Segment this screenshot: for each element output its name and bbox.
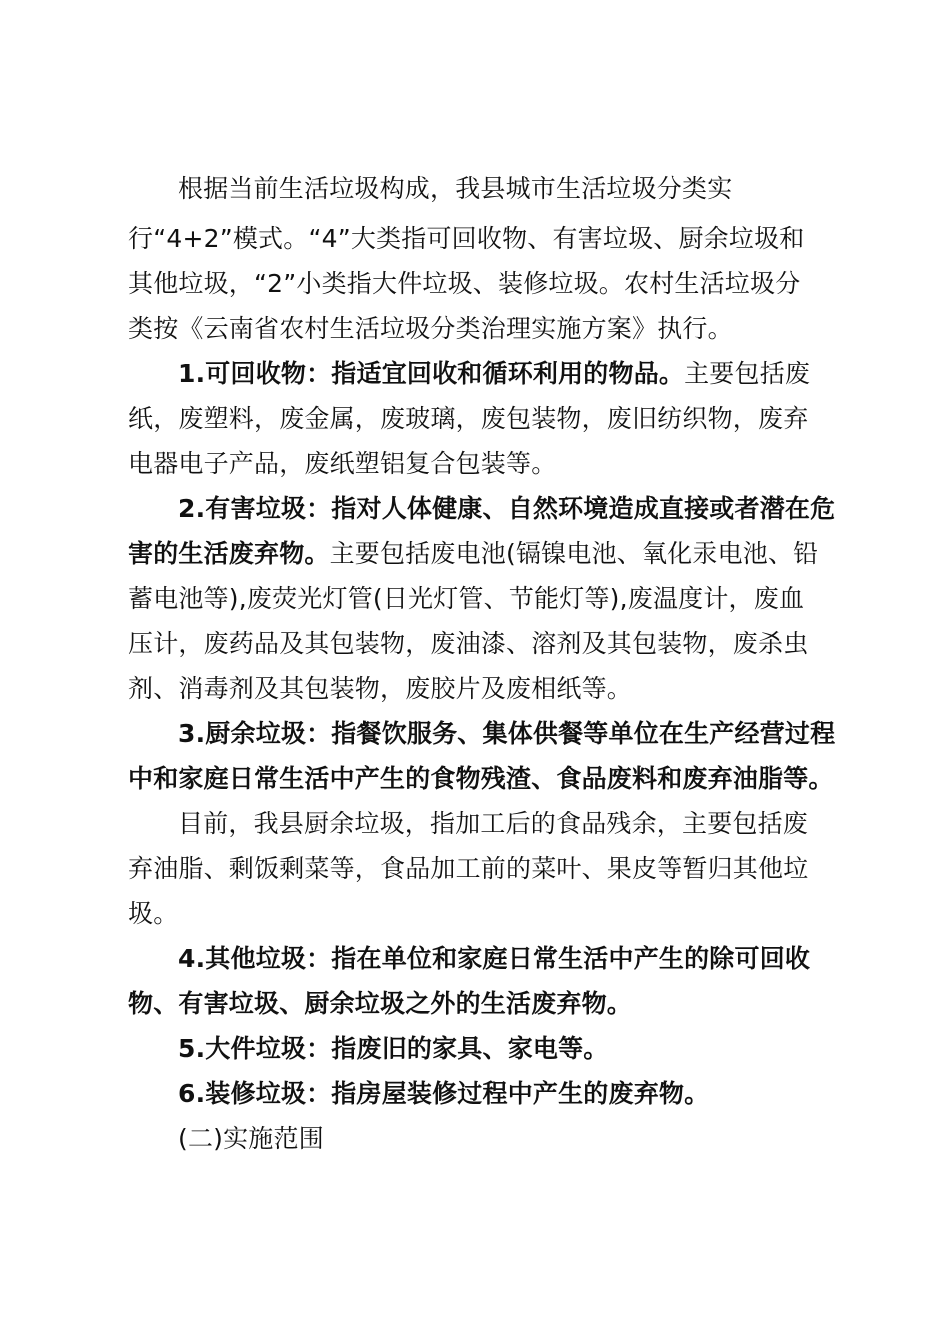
bold-heading: 1.可回收物：指适宜回收和循环利用的物品。 [178,359,685,388]
body-text: 主要包括废 [684,359,811,388]
paragraph-line: 剂、消毒剂及其包装物，废胶片及废相纸等。 [128,674,633,703]
paragraph-line: 类按《云南省农村生活垃圾分类治理实施方案》执行。 [128,314,733,343]
paragraph-line: 电器电子产品，废纸塑铝复合包装等。 [128,449,557,478]
bold-heading: 2.有害垃圾：指对人体健康、自然环境造成直接或者潜在危 [178,494,836,523]
paragraph-line: 目前，我县厨余垃圾，指加工后的食品残余，主要包括废 [178,809,809,838]
paragraph-line: 根据当前生活垃圾构成，我县城市生活垃圾分类实 [178,174,733,203]
bold-heading: 中和家庭日常生活中产生的食物残渣、食品废料和废弃油脂等。 [128,764,834,793]
paragraph-line: 其他垃圾，“2”小类指大件垃圾、装修垃圾。农村生活垃圾分 [128,269,801,298]
paragraph-line [178,359,810,389]
bold-heading: 3.厨余垃圾：指餐饮服务、集体供餐等单位在生产经营过程 [178,719,836,748]
bold-heading: 害的生活废弃物。 [128,539,330,568]
paragraph-line: 压计，废药品及其包装物，废油漆、溶剂及其包装物，废杀虫 [128,629,809,658]
paragraph-line: 圾。 [128,899,179,928]
paragraph-line [128,539,818,569]
bold-heading: 5.大件垃圾：指废旧的家具、家电等。 [178,1034,609,1063]
bold-heading: 物、有害垃圾、厨余垃圾之外的生活废弃物。 [128,989,633,1018]
bold-heading: 4.其他垃圾：指在单位和家庭日常生活中产生的除可回收 [178,944,811,973]
paragraph-line: 纸，废塑料，废金属，废玻璃，废包装物，废旧纺织物，废弃 [128,404,809,433]
paragraph-line: 弃油脂、剩饭剩菜等，食品加工前的菜叶、果皮等暂归其他垃 [128,854,809,883]
bold-heading: 6.装修垃圾：指房屋装修过程中产生的废弃物。 [178,1079,710,1108]
paragraph-line: 蓄电池等),废荧光灯管(日光灯管、节能灯等),废温度计，废血 [128,584,805,613]
paragraph-line: 行“4+2”模式。“4”大类指可回收物、有害垃圾、厨余垃圾和 [128,224,805,253]
body-text: 主要包括废电池(镉镍电池、氧化汞电池、铅 [329,539,819,568]
section-heading: (二)实施范围 [178,1124,324,1153]
